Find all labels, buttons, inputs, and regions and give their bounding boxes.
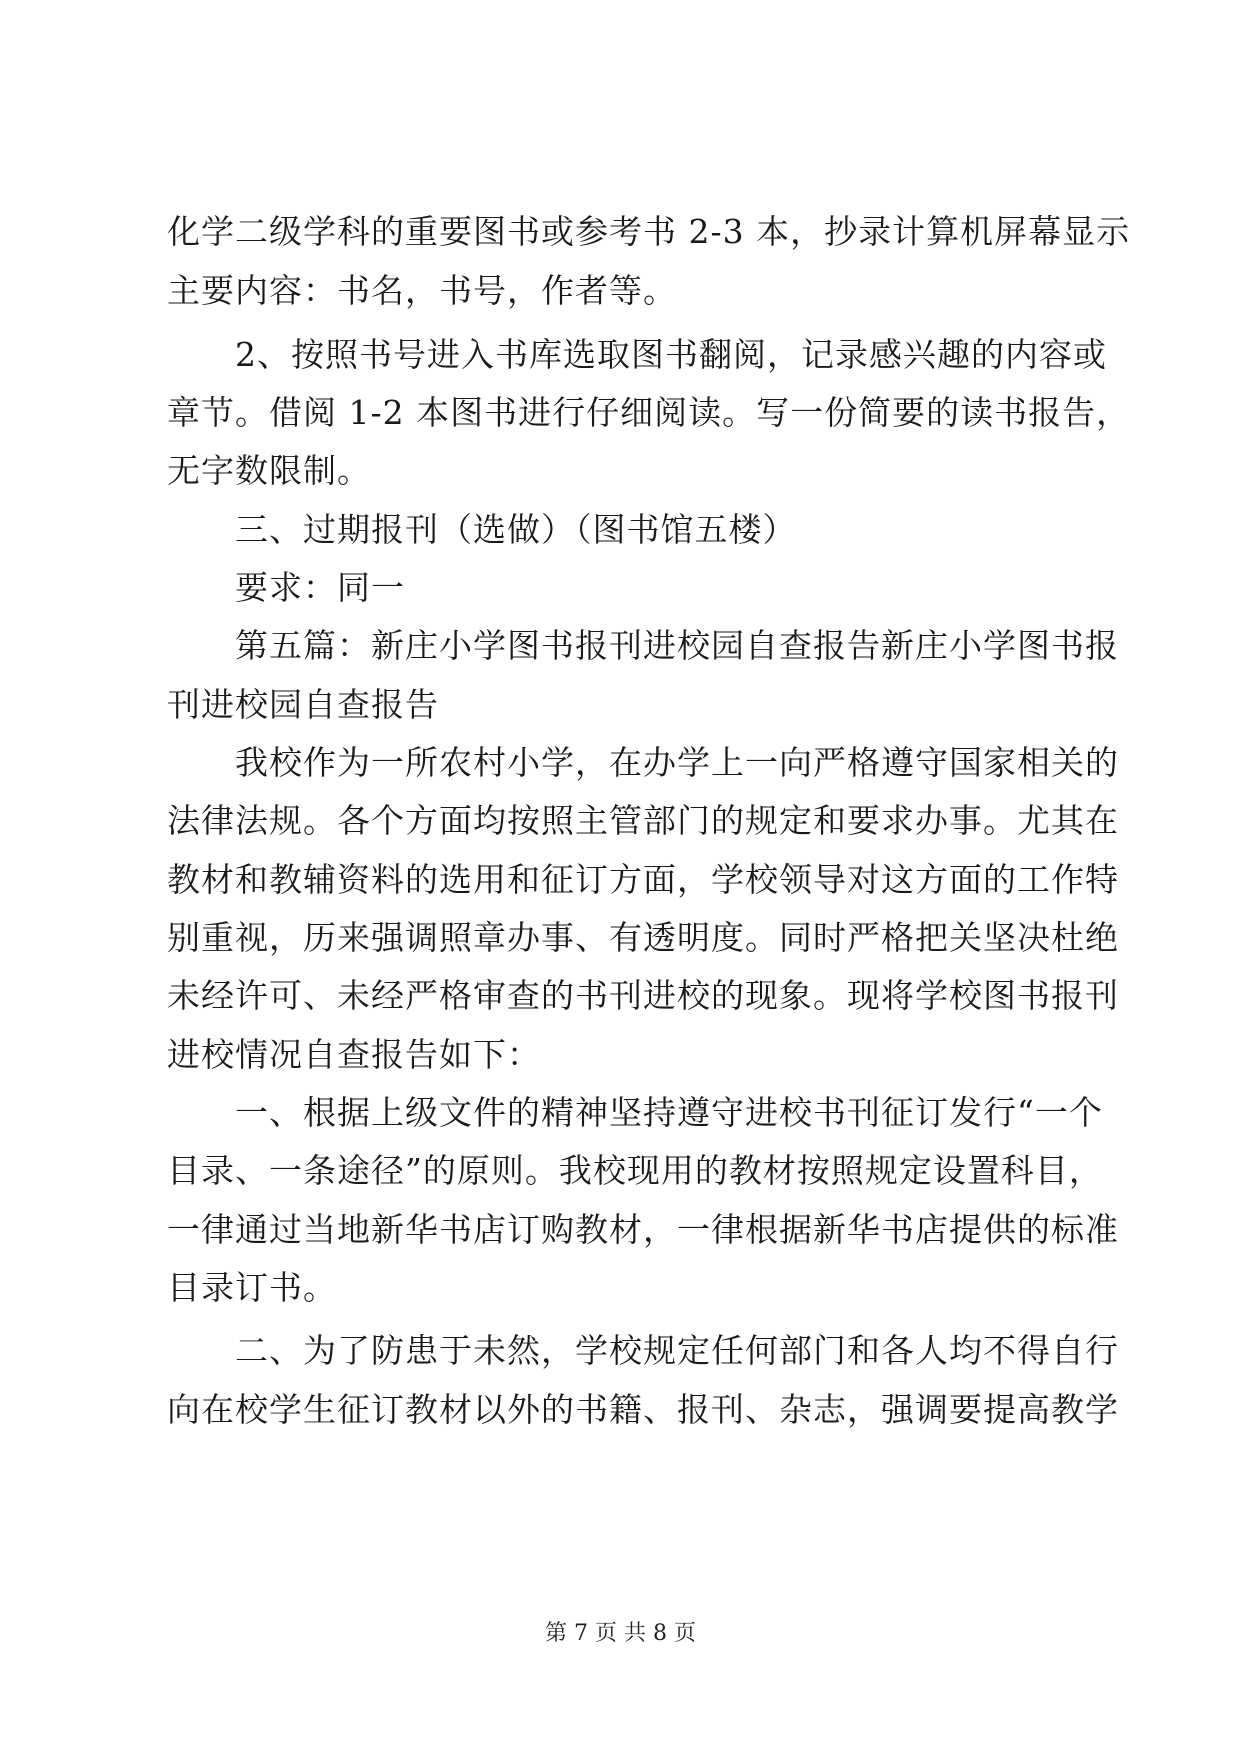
page-footer: 第 7 页 共 8 页 bbox=[545, 1621, 696, 1646]
text-line: 别重视，历来强调照章办事、有透明度。同时严格把关坚决杜绝 bbox=[167, 918, 1119, 957]
text-line: 目录、一条途径”的原则。我校现用的教材按照规定设置科目， bbox=[167, 1151, 1103, 1190]
text-line: 无字数限制。 bbox=[167, 451, 371, 490]
text-line: 向在校学生征订教材以外的书籍、报刊、杂志，强调要提高教学 bbox=[167, 1390, 1119, 1429]
text-line: 三、过期报刊（选做）（图书馆五楼） bbox=[167, 510, 797, 549]
text-line: 未经许可、未经严格审查的书刊进校的现象。现将学校图书报刊 bbox=[167, 976, 1119, 1015]
text-line: 要求：同一 bbox=[167, 568, 405, 607]
text-line: 法律法规。各个方面均按照主管部门的规定和要求办事。尤其在 bbox=[167, 801, 1119, 840]
text-line: 教材和教辅资料的选用和征订方面，学校领导对这方面的工作特 bbox=[167, 860, 1119, 899]
section-heading: 刊进校园自查报告 bbox=[167, 685, 439, 724]
text-line: 我校作为一所农村小学，在办学上一向严格遵守国家相关的 bbox=[167, 743, 1119, 782]
text-line: 一律通过当地新华书店订购教材，一律根据新华书店提供的标准 bbox=[167, 1210, 1119, 1249]
text-line: 化学二级学科的重要图书或参考书 2-3 本，抄录计算机屏幕显示 bbox=[167, 212, 1131, 251]
text-line: 目录订书。 bbox=[167, 1268, 337, 1307]
text-line: 一、根据上级文件的精神坚持遵守进校书刊征订发行“一个 bbox=[167, 1093, 1103, 1132]
section-heading: 第五篇：新庄小学图书报刊进校园自查报告新庄小学图书报 bbox=[167, 626, 1119, 665]
text-line: 进校情况自查报告如下： bbox=[167, 1035, 541, 1074]
text-line: 章节。借阅 1-2 本图书进行仔细阅读。写一份简要的读书报告， bbox=[167, 393, 1131, 432]
text-line: 2、按照书号进入书库选取图书翻阅，记录感兴趣的内容或 bbox=[167, 335, 1107, 374]
text-line: 二、为了防患于未然，学校规定任何部门和各人均不得自行 bbox=[167, 1331, 1119, 1370]
text-line: 主要内容：书名，书号，作者等。 bbox=[167, 271, 677, 310]
